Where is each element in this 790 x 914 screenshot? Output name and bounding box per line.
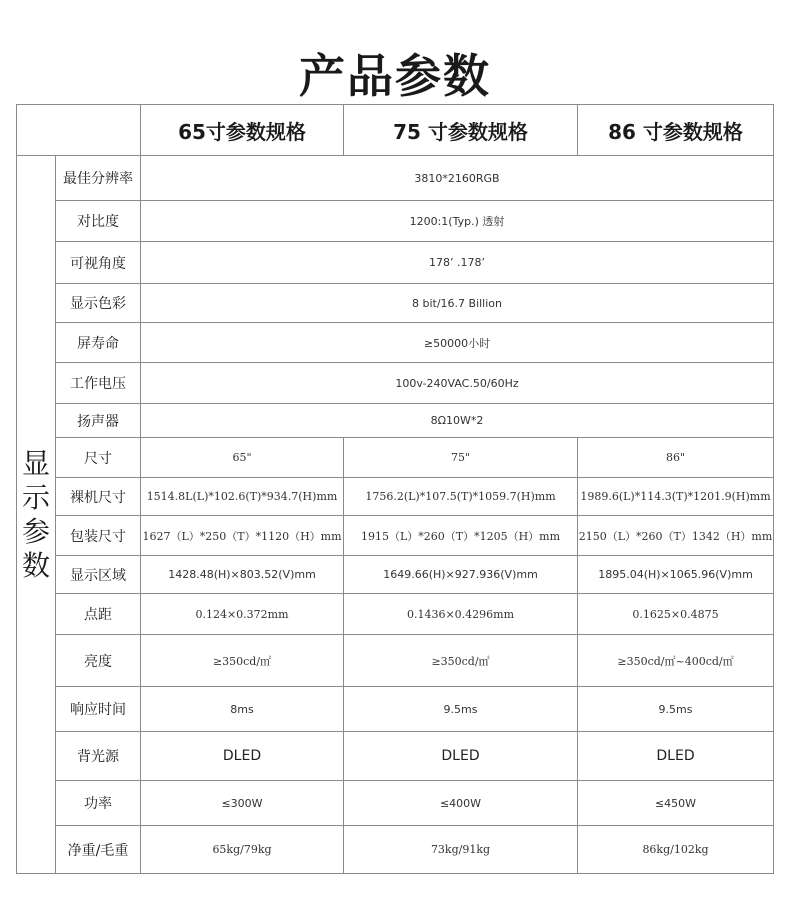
row-value: 1200:1(Typ.) 透射 [141, 201, 774, 242]
row-value-65: ≤300W [141, 781, 344, 826]
row-value: ≥50000小时 [141, 323, 774, 363]
row-label: 裸机尺寸 [56, 478, 141, 516]
row-label: 显示色彩 [56, 284, 141, 323]
row-value-86: 1895.04(H)×1065.96(V)mm [578, 556, 774, 594]
spec-table [16, 104, 774, 874]
row-value: 178’ .178’ [141, 242, 774, 284]
row-label: 亮度 [56, 635, 141, 687]
row-value-86: 86kg/102kg [578, 826, 774, 874]
row-value-65: 1428.48(H)×803.52(V)mm [141, 556, 344, 594]
row-value-65: 65kg/79kg [141, 826, 344, 874]
row-value-86: 1989.6(L)*114.3(T)*1201.9(H)mm [578, 478, 774, 516]
row-value-65: 8ms [141, 687, 344, 732]
table-row [17, 323, 774, 363]
row-label: 包装尺寸 [56, 516, 141, 556]
row-label: 净重/毛重 [56, 826, 141, 874]
row-value-75: DLED [344, 732, 578, 781]
table-row [17, 438, 774, 478]
table-row [17, 478, 774, 516]
row-value-86: 9.5ms [578, 687, 774, 732]
row-value: 8Ω10W*2 [141, 404, 774, 438]
row-label: 最佳分辨率 [56, 156, 141, 201]
table-row [17, 826, 774, 874]
row-value-65: 1627（L）*250（T）*1120（H）mm [141, 516, 344, 556]
row-value-65: 0.124×0.372mm [141, 594, 344, 635]
row-value: 100v-240VAC.50/60Hz [141, 363, 774, 404]
row-label: 背光源 [56, 732, 141, 781]
row-value: 8 bit/16.7 Billion [141, 284, 774, 323]
header-corner [17, 105, 141, 156]
row-label: 可视角度 [56, 242, 141, 284]
row-value-75: 75" [344, 438, 578, 478]
row-value-75: 1756.2(L)*107.5(T)*1059.7(H)mm [344, 478, 578, 516]
row-label: 屏寿命 [56, 323, 141, 363]
row-label: 尺寸 [56, 438, 141, 478]
row-value-65: ≥350cd/㎡ [141, 635, 344, 687]
header-75: 75 寸参数规格 [344, 105, 578, 156]
row-value-86: DLED [578, 732, 774, 781]
row-value-86: 86" [578, 438, 774, 478]
row-value-86: 0.1625×0.4875 [578, 594, 774, 635]
row-value-65: DLED [141, 732, 344, 781]
table-row [17, 201, 774, 242]
table-row [17, 687, 774, 732]
row-value-75: ≥350cd/㎡ [344, 635, 578, 687]
row-value-75: 1649.66(H)×927.936(V)mm [344, 556, 578, 594]
table-row [17, 363, 774, 404]
row-value-65: 1514.8L(L)*102.6(T)*934.7(H)mm [141, 478, 344, 516]
table-row [17, 284, 774, 323]
row-value: 3810*2160RGB [141, 156, 774, 201]
table-row [17, 556, 774, 594]
row-value-75: 73kg/91kg [344, 826, 578, 874]
page-title: 产品参数 [299, 49, 491, 103]
row-value-75: 0.1436×0.4296mm [344, 594, 578, 635]
row-label: 功率 [56, 781, 141, 826]
table-row [17, 242, 774, 284]
header-65: 65寸参数规格 [141, 105, 344, 156]
row-value-75: 1915（L）*260（T）*1205（H）mm [344, 516, 578, 556]
header-row [17, 105, 774, 156]
table-row [17, 635, 774, 687]
table-row [17, 156, 774, 201]
row-value-86: ≥350cd/㎡~400cd/㎡ [578, 635, 774, 687]
row-value-86: 2150（L）*260（T）1342（H）mm [578, 516, 774, 556]
row-label: 显示区域 [56, 556, 141, 594]
row-value-75: 9.5ms [344, 687, 578, 732]
row-label: 对比度 [56, 201, 141, 242]
table-row [17, 516, 774, 556]
row-value-75: ≤400W [344, 781, 578, 826]
table-row [17, 594, 774, 635]
row-label: 点距 [56, 594, 141, 635]
header-86: 86 寸参数规格 [578, 105, 774, 156]
row-value-65: 65" [141, 438, 344, 478]
table-row [17, 781, 774, 826]
row-label: 响应时间 [56, 687, 141, 732]
section-label: 显 示 参 数 [17, 156, 56, 874]
row-label: 扬声器 [56, 404, 141, 438]
table-row [17, 404, 774, 438]
row-value-86: ≤450W [578, 781, 774, 826]
table-row [17, 732, 774, 781]
row-label: 工作电压 [56, 363, 141, 404]
